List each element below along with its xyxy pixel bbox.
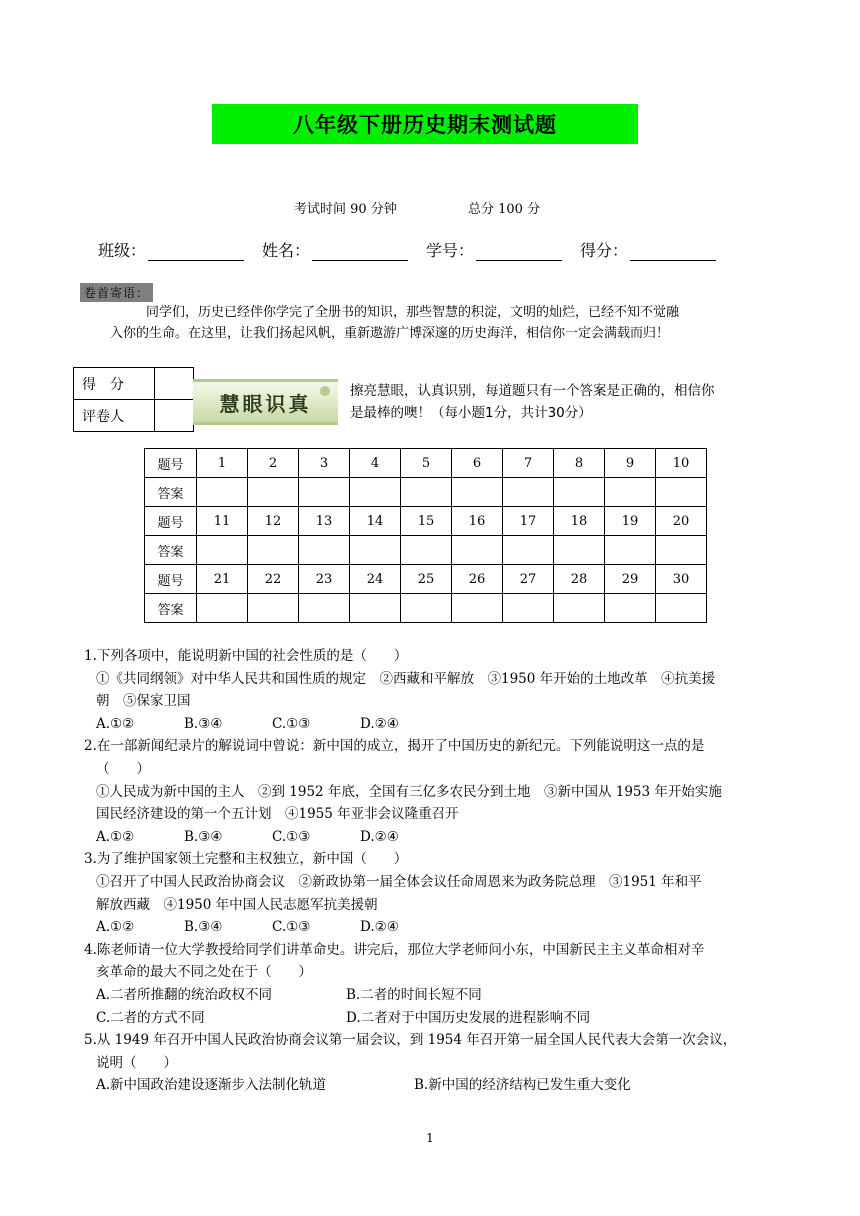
grid-number-row <box>145 449 707 478</box>
grid-number-cell: 22 <box>248 565 299 594</box>
grid-number-cell: 14 <box>350 507 401 536</box>
grid-answer-cell[interactable] <box>452 594 503 623</box>
question-stem: 3.为了维护国家领土完整和主权独立，新中国（ ） <box>84 851 408 868</box>
grid-answer-cell[interactable] <box>503 536 554 565</box>
grid-number-cell: 5 <box>401 449 452 478</box>
question-stem: 2.在一部新闻纪录片的解说词中曾说：新中国的成立，揭开了中国历史的新纪元。下列能说明这一点的是 <box>84 738 705 755</box>
score-label: 得分： <box>580 241 629 260</box>
question-body-line: 国民经济建设的第一个五计划 ④1955 年亚非会议隆重召开 <box>96 806 459 823</box>
grid-number-header: 题号 <box>145 507 197 536</box>
class-blank[interactable] <box>148 244 244 261</box>
answer-option[interactable]: D.②④ <box>360 715 399 732</box>
question-stem: 5.从 1949 年召开中国人民政治协商会议第一届会议，到 1954 年召开第一届全国人民代表大会第一次会议， <box>84 1032 737 1049</box>
grid-answer-cell[interactable] <box>656 478 707 507</box>
grid-number-cell: 7 <box>503 449 554 478</box>
question-stem: 4.陈老师请一位大学教授给同学们讲革命史。讲完后，那位大学老师问小东，中国新民主主义革命相对辛 <box>84 941 705 958</box>
answer-option[interactable]: C.①③ <box>272 828 311 845</box>
grid-answer-cell[interactable] <box>452 478 503 507</box>
question-body-line: 朝 ⑤保家卫国 <box>96 693 191 710</box>
question-body-line: ①人民成为新中国的主人 ②到 1952 年底，全国有三亿多农民分到土地 ③新中国从 1953 年开始实施 <box>96 783 722 800</box>
student-id-blank[interactable] <box>476 244 562 261</box>
grid-answer-cell[interactable] <box>248 478 299 507</box>
grid-number-row <box>145 565 707 594</box>
grid-number-header: 题号 <box>145 449 197 478</box>
class-field[interactable] <box>98 238 244 261</box>
student-info-row <box>98 238 734 261</box>
grid-answer-cell[interactable] <box>248 536 299 565</box>
grid-number-cell: 1 <box>197 449 248 478</box>
answer-option[interactable]: A.二者所推翻的统治政权不同 <box>96 986 273 1003</box>
grid-answer-cell[interactable] <box>401 478 452 507</box>
answer-option[interactable]: B.③④ <box>184 828 223 845</box>
name-field[interactable] <box>262 238 408 261</box>
answer-option[interactable]: B.③④ <box>184 715 223 732</box>
answer-option[interactable]: D.二者对于中国历史发展的进程影响不同 <box>346 1009 591 1026</box>
answer-option[interactable]: C.①③ <box>272 715 311 732</box>
instruction-line-2: 是最棒的噢！（每小题1分，共计30分） <box>350 405 592 421</box>
grid-answer-row <box>145 536 707 565</box>
score-box-label: 得 分 <box>74 368 155 400</box>
answer-option[interactable]: A.①② <box>96 715 135 732</box>
section-instructions <box>350 380 770 424</box>
question-body-line: 解放西藏 ④1950 年中国人民志愿军抗美援朝 <box>96 896 378 913</box>
answer-grid <box>144 448 707 623</box>
answer-option[interactable]: B.二者的时间长短不同 <box>346 986 482 1003</box>
grid-number-cell: 9 <box>605 449 656 478</box>
answer-option[interactable]: A.①② <box>96 919 135 936</box>
grid-answer-cell[interactable] <box>554 594 605 623</box>
grid-answer-cell[interactable] <box>503 594 554 623</box>
exam-title <box>212 104 638 144</box>
answer-option[interactable]: C.①③ <box>272 919 311 936</box>
grid-number-cell: 15 <box>401 507 452 536</box>
grid-answer-cell[interactable] <box>350 478 401 507</box>
grader-box-label: 评卷人 <box>74 400 155 432</box>
preface-line-1: 同学们，历史已经伴你学完了全册书的知识，那些智慧的积淀，文明的灿烂，已经不知不觉融 <box>146 305 680 320</box>
grid-answer-cell[interactable] <box>197 478 248 507</box>
grid-number-cell: 21 <box>197 565 248 594</box>
preface-line-2: 入你的生命。在这里，让我们扬起风帆，重新遨游广博深邃的历史海洋，相信你一定会满载而归！ <box>110 326 670 341</box>
grid-number-header: 题号 <box>145 565 197 594</box>
answer-option[interactable]: C.二者的方式不同 <box>96 1009 205 1026</box>
answer-option[interactable]: A.新中国政治建设逐渐步入法制化轨道 <box>96 1077 327 1094</box>
grid-number-cell: 18 <box>554 507 605 536</box>
grid-answer-cell[interactable] <box>299 536 350 565</box>
section-banner-text: 慧眼识真 <box>219 391 312 416</box>
grid-answer-cell[interactable] <box>554 536 605 565</box>
exam-title-text: 八年级下册历史期末测试题 <box>293 112 557 137</box>
question-item <box>84 848 784 938</box>
grader-box-blank[interactable] <box>155 400 194 432</box>
question-options <box>84 1007 784 1030</box>
grid-number-cell: 3 <box>299 449 350 478</box>
score-box-blank[interactable] <box>155 368 194 400</box>
page-number: 1 <box>426 1131 434 1145</box>
question-body-line: ①召开了中国人民政治协商会议 ②新政协第一届全体会议任命周恩来为政务院总理 ③1951 年和平 <box>96 873 702 890</box>
grid-answer-cell[interactable] <box>299 594 350 623</box>
grid-answer-cell[interactable] <box>350 594 401 623</box>
grid-number-cell: 2 <box>248 449 299 478</box>
grid-answer-cell[interactable] <box>197 536 248 565</box>
grid-number-cell: 23 <box>299 565 350 594</box>
question-item <box>84 1029 784 1097</box>
grid-number-cell: 29 <box>605 565 656 594</box>
question-options <box>84 826 784 849</box>
grid-number-cell: 25 <box>401 565 452 594</box>
total-score: 总分 100 分 <box>468 202 541 217</box>
question-stem: 1.下列各项中，能说明新中国的社会性质的是（ ） <box>84 648 408 664</box>
grid-answer-cell[interactable] <box>197 594 248 623</box>
section-banner <box>193 379 338 425</box>
grid-number-row <box>145 507 707 536</box>
grid-answer-cell[interactable] <box>605 536 656 565</box>
grid-answer-header: 答案 <box>145 536 197 565</box>
answer-option[interactable]: D.②④ <box>360 919 399 936</box>
grid-answer-cell[interactable] <box>248 594 299 623</box>
answer-option[interactable]: B.新中国的经济结构已发生重大变化 <box>414 1077 631 1094</box>
preface-tag: 卷首寄语： <box>80 283 153 302</box>
instruction-line-1: 擦亮慧眼，认真识别，每道题只有一个答案是正确的，相信你 <box>350 383 715 399</box>
score-field[interactable] <box>580 238 716 261</box>
grid-answer-row <box>145 594 707 623</box>
grid-number-cell: 30 <box>656 565 707 594</box>
grid-answer-cell[interactable] <box>401 594 452 623</box>
answer-option[interactable]: B.③④ <box>184 919 223 936</box>
grid-number-cell: 20 <box>656 507 707 536</box>
grid-number-cell: 28 <box>554 565 605 594</box>
answer-option[interactable]: A.①② <box>96 828 135 845</box>
grid-number-cell: 16 <box>452 507 503 536</box>
score-grader-box <box>73 367 194 432</box>
question-options <box>84 713 784 736</box>
question-body-line: 说明（ ） <box>96 1054 177 1071</box>
class-label: 班级： <box>98 241 147 260</box>
question-item <box>84 939 784 1029</box>
grid-number-cell: 8 <box>554 449 605 478</box>
grid-answer-cell[interactable] <box>299 478 350 507</box>
question-item <box>84 645 784 735</box>
grid-answer-header: 答案 <box>145 594 197 623</box>
question-item <box>84 735 784 848</box>
grid-number-cell: 11 <box>197 507 248 536</box>
name-blank[interactable] <box>312 244 408 261</box>
student-id-label: 学号： <box>426 241 475 260</box>
question-body-line: 亥革命的最大不同之处在于（ ） <box>96 964 312 981</box>
grid-answer-cell[interactable] <box>503 478 554 507</box>
question-list <box>84 645 784 1097</box>
question-options <box>84 984 784 1007</box>
grid-number-cell: 26 <box>452 565 503 594</box>
grid-answer-cell[interactable] <box>656 594 707 623</box>
grid-number-cell: 27 <box>503 565 554 594</box>
grid-answer-cell[interactable] <box>605 594 656 623</box>
grid-number-cell: 10 <box>656 449 707 478</box>
student-id-field[interactable] <box>426 238 562 261</box>
question-body-line: ①《共同纲领》对中华人民共和国性质的规定 ②西藏和平解放 ③1950 年开始的土地改革 ④抗美援 <box>96 670 716 687</box>
grid-number-cell: 17 <box>503 507 554 536</box>
banner-decoration-icon <box>320 386 330 396</box>
preface-text <box>110 302 782 344</box>
name-label: 姓名： <box>262 241 311 260</box>
grid-number-cell: 12 <box>248 507 299 536</box>
question-options <box>84 916 784 939</box>
grid-answer-header: 答案 <box>145 478 197 507</box>
grid-number-cell: 19 <box>605 507 656 536</box>
question-options <box>84 1074 784 1097</box>
answer-option[interactable]: D.②④ <box>360 828 399 845</box>
exam-time: 考试时间 90 分钟 <box>294 202 397 217</box>
grid-number-cell: 4 <box>350 449 401 478</box>
grid-answer-row <box>145 478 707 507</box>
grid-answer-cell[interactable] <box>656 536 707 565</box>
grid-answer-cell[interactable] <box>401 536 452 565</box>
grid-answer-cell[interactable] <box>554 478 605 507</box>
grid-number-cell: 13 <box>299 507 350 536</box>
question-body-line: （ ） <box>96 760 150 777</box>
grid-answer-cell[interactable] <box>605 478 656 507</box>
grid-number-cell: 6 <box>452 449 503 478</box>
grid-number-cell: 24 <box>350 565 401 594</box>
score-blank[interactable] <box>630 244 716 261</box>
grid-answer-cell[interactable] <box>452 536 503 565</box>
grid-answer-cell[interactable] <box>350 536 401 565</box>
